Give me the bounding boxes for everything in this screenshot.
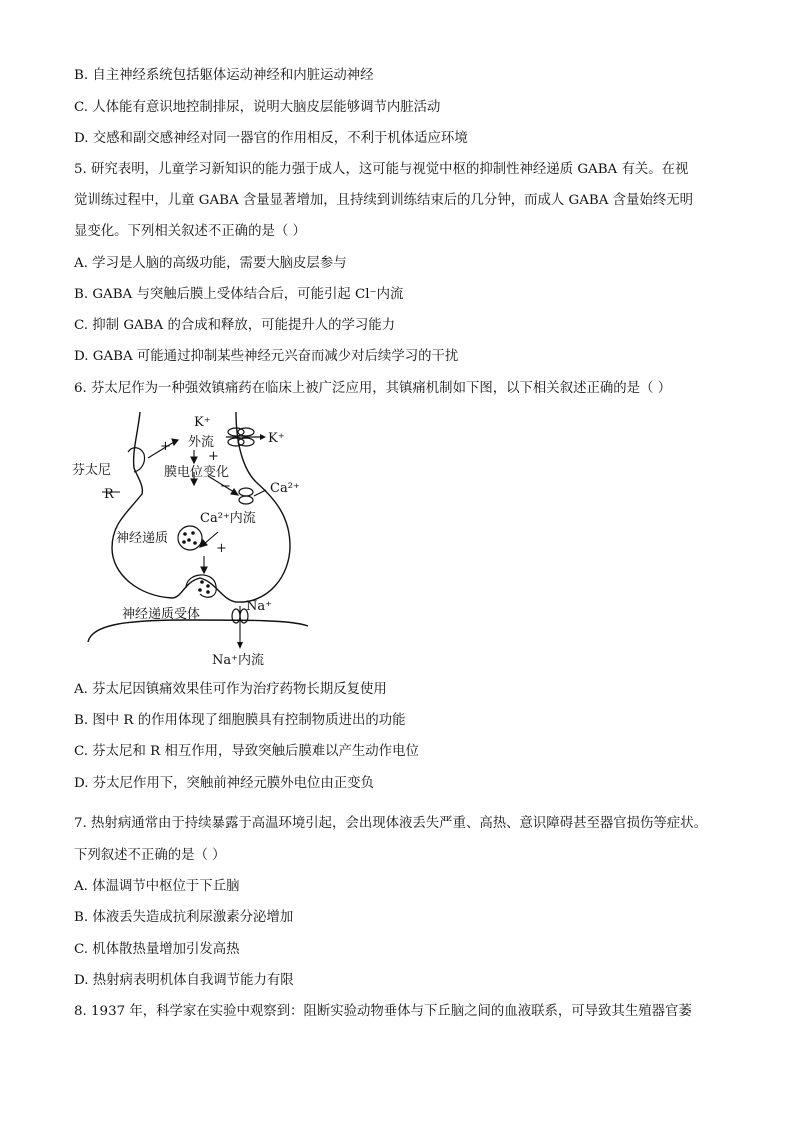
label-ca2-plus: Ca²⁺: [270, 481, 300, 496]
label-plus-3: +: [216, 541, 227, 556]
q5-option-a: A. 学习是人脑的高级功能，需要大脑皮层参与: [74, 256, 347, 271]
synaptic-vesicle: [178, 526, 202, 550]
q7-stem-line-1: 7. 热射病通常由于持续暴露于高温环境引起，会出现体液丢失严重、高热、意识障碍甚至器官损伤等症状。: [74, 816, 707, 831]
q6-option-c: C. 芬太尼和 R 相互作用，导致突触后膜难以产生动作电位: [74, 744, 419, 759]
q6-option-b: B. 图中 R 的作用体现了细胞膜具有控制物质进出的功能: [74, 713, 406, 728]
label-plus-2: +: [208, 449, 219, 464]
q4-option-c: C. 人体能有意识地控制排尿，说明大脑皮层能够调节内脏活动: [74, 100, 441, 115]
label-fentanyl: 芬太尼: [72, 463, 112, 478]
postsynaptic-membrane: [88, 620, 308, 642]
label-minus: −: [220, 479, 231, 494]
label-ca-inflow: Ca²⁺内流: [200, 511, 256, 526]
synapse-diagram: [68, 406, 368, 674]
label-membrane-potential-change: 膜电位变化: [164, 465, 230, 480]
label-receptor: 神经递质受体: [122, 607, 201, 622]
synapse-diagram-svg: [68, 406, 368, 674]
label-k-plus-outside: K⁺: [268, 431, 285, 446]
q4-option-d: D. 交感和副交感神经对同一器官的作用相反，不利于机体适应环境: [74, 131, 468, 146]
q7-option-d: D. 热射病表明机体自我调节能力有限: [74, 973, 294, 988]
q5-stem-line-3: 显变化。下列相关叙述不正确的是（ ）: [74, 224, 306, 239]
ca-channel: [239, 488, 266, 504]
label-neurotransmitter: 神经递质: [116, 531, 169, 546]
q5-option-b: B. GABA 与突触后膜上受体结合后，可能引起 Cl⁻内流: [74, 287, 404, 302]
label-outflow: 外流: [188, 435, 215, 450]
q6-option-a: A. 芬太尼因镇痛效果佳可作为治疗药物长期反复使用: [74, 682, 387, 697]
label-na-inflow: Na⁺内流: [212, 653, 264, 668]
q7-option-c: C. 机体散热量增加引发高热: [74, 942, 240, 957]
k-channel: [226, 428, 266, 446]
q7-stem-line-2: 下列叙述不正确的是（ ）: [74, 848, 226, 863]
q6-stem: 6. 芬太尼作为一种强效镇痛药在临床上被广泛应用，其镇痛机制如下图，以下相关叙述正确的是（ ）: [74, 381, 672, 396]
label-r: R: [104, 487, 114, 502]
q4-option-b: B. 自主神经系统包括躯体运动神经和内脏运动神经: [74, 68, 374, 83]
q5-option-c: C. 抑制 GABA 的合成和释放，可能提升人的学习能力: [74, 318, 396, 333]
label-k-plus: K⁺: [194, 415, 211, 430]
q5-option-d: D. GABA 可能通过抑制某些神经元兴奋而减少对后续学习的干扰: [74, 349, 459, 364]
q7-option-b: B. 体液丢失造成抗利尿激素分泌增加: [74, 910, 294, 925]
q5-stem-line-1: 5. 研究表明，儿童学习新知识的能力强于成人，这可能与视觉中枢的抑制性神经递质 GABA 有关。在视: [74, 162, 689, 177]
label-plus-1: +: [160, 439, 171, 454]
q6-option-d: D. 芬太尼作用下，突触前神经元膜外电位由正变负: [74, 776, 374, 791]
q7-option-a: A. 体温调节中枢位于下丘脑: [74, 879, 240, 894]
q8-stem-line-1: 8. 1937 年，科学家在实验中观察到：阻断实验动物垂体与下丘脑之间的血液联系，可导致其生殖器官萎: [74, 1004, 692, 1019]
label-na-plus: Na⁺: [246, 599, 272, 614]
q5-stem-line-2: 觉训练过程中，儿童 GABA 含量显著增加，且持续到训练结束后的几分钟，而成人 GABA 含量始终无明: [74, 193, 694, 208]
